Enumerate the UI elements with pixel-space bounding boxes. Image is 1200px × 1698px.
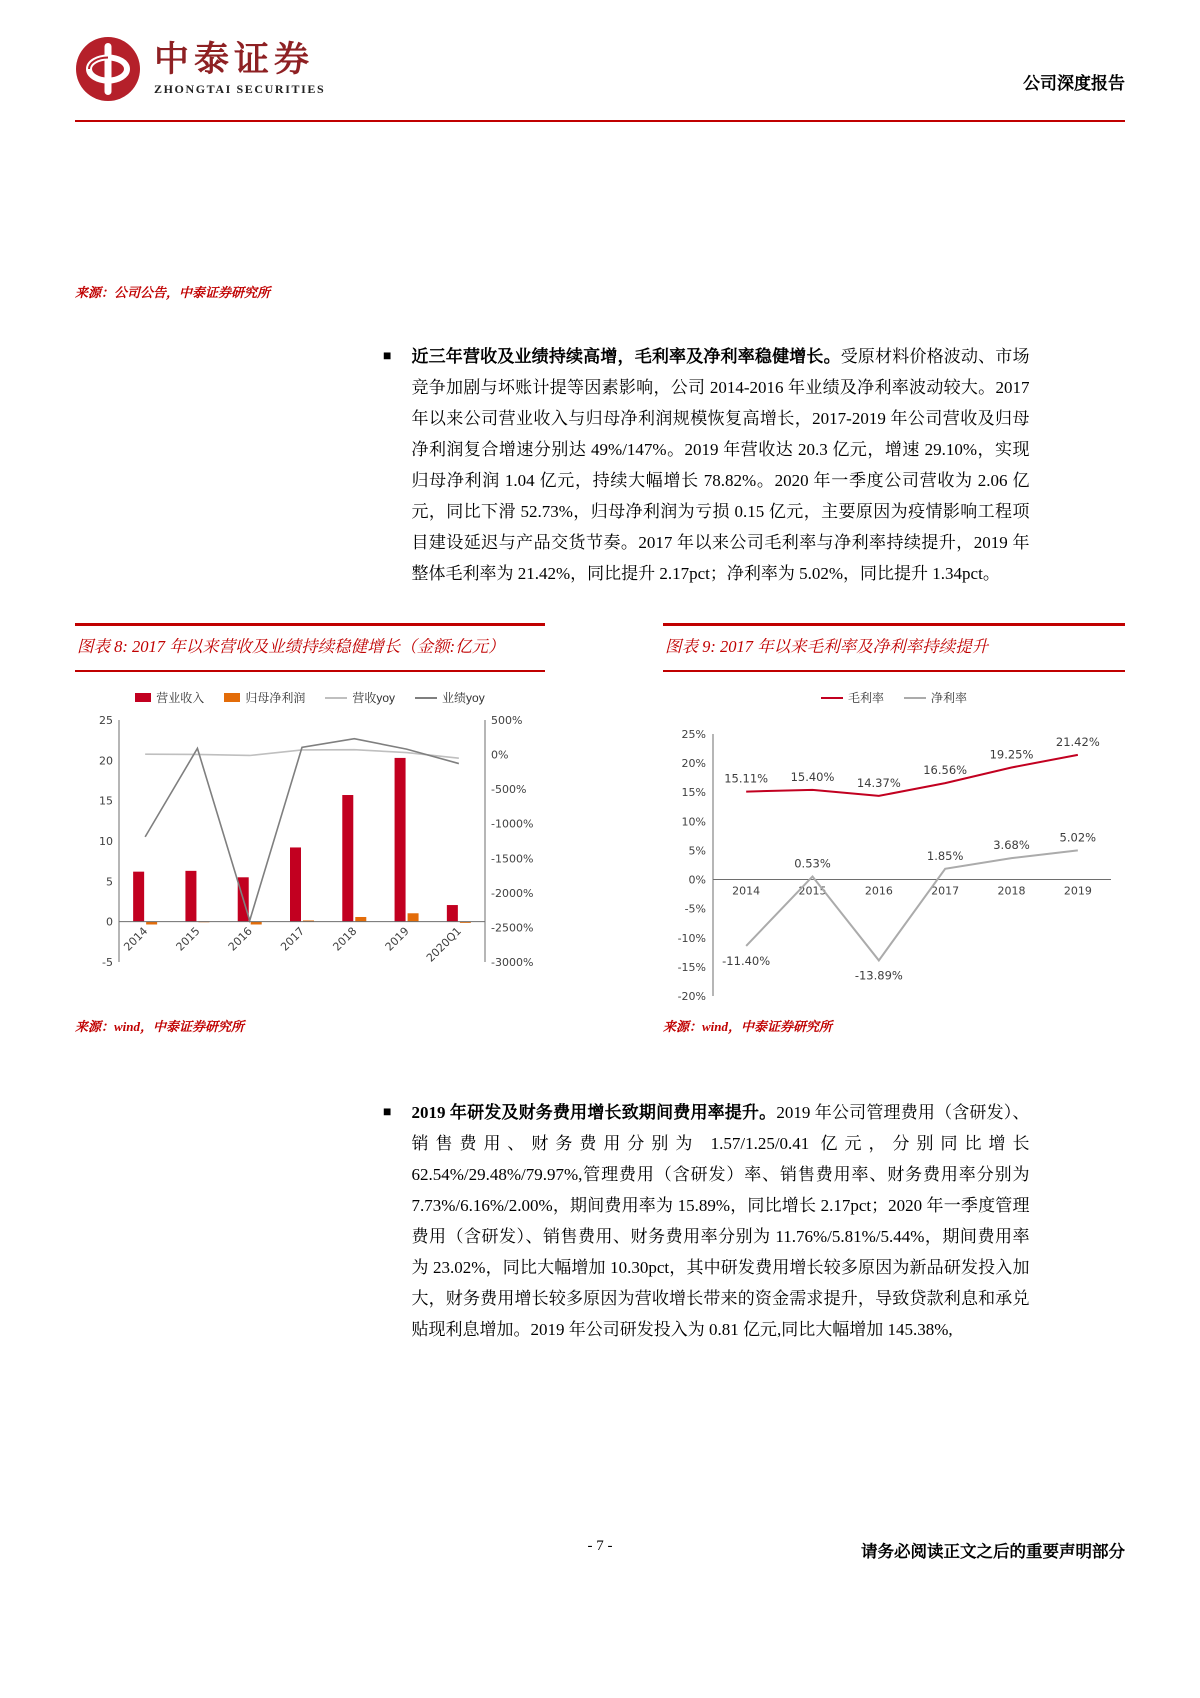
page-header [75, 0, 1125, 102]
figure-9-title: 图表 9: 2017 年以来毛利率及净利率持续提升 [663, 623, 1125, 672]
bullet-square-icon: ■ [383, 349, 392, 364]
svg-text:0.53%: 0.53% [794, 856, 831, 871]
svg-text:16.56%: 16.56% [923, 763, 968, 778]
legend-label: 营业收入 [156, 691, 205, 705]
legend-label: 营收yoy [352, 691, 396, 705]
svg-text:0%: 0% [491, 748, 509, 762]
svg-text:0%: 0% [688, 873, 706, 887]
paragraph-1-text [411, 341, 1029, 589]
svg-text:500%: 500% [491, 714, 523, 727]
svg-text:10%: 10% [681, 815, 706, 829]
legend-swatch-line-icon [821, 697, 843, 699]
figure-8-body [75, 689, 545, 1035]
legend-item [415, 689, 485, 706]
svg-text:20: 20 [99, 754, 113, 768]
paragraph-1 [383, 341, 1125, 589]
source-note-top: 来源：公司公告，中泰证券研究所 [75, 285, 271, 300]
svg-text:2015: 2015 [798, 884, 827, 898]
legend-swatch-bar-icon [224, 693, 240, 702]
brand-text [154, 41, 325, 98]
svg-text:0: 0 [106, 915, 113, 929]
legend-label: 净利率 [931, 691, 968, 705]
svg-text:15.11%: 15.11% [724, 771, 769, 786]
legend-swatch-line-icon [415, 697, 437, 699]
figure-9 [663, 623, 1125, 1035]
svg-text:-2500%: -2500% [491, 921, 534, 935]
svg-text:-10%: -10% [677, 931, 706, 945]
figure-8 [75, 623, 545, 1035]
figure-9-legend [663, 689, 1125, 706]
svg-text:2019: 2019 [1063, 884, 1092, 898]
page-number: - 7 - [587, 1538, 613, 1554]
svg-text:2018: 2018 [330, 924, 360, 954]
legend-item [821, 689, 884, 706]
zhongtai-logo-icon [75, 36, 141, 102]
svg-text:3.68%: 3.68% [993, 838, 1030, 853]
svg-text:2017: 2017 [278, 924, 308, 954]
svg-text:-11.40%: -11.40% [722, 953, 771, 968]
footer-disclaimer: 请务必阅读正文之后的重要声明部分 [861, 1542, 1125, 1561]
svg-text:2016: 2016 [864, 884, 893, 898]
svg-text:19.25%: 19.25% [989, 747, 1034, 762]
svg-text:-1000%: -1000% [491, 817, 534, 831]
paragraph-2-text [411, 1097, 1029, 1345]
svg-text:-15%: -15% [677, 960, 706, 974]
svg-text:-20%: -20% [677, 990, 706, 1003]
figures-row [75, 623, 1125, 1035]
legend-item [224, 689, 305, 706]
svg-text:2014: 2014 [732, 884, 761, 898]
legend-swatch-line-icon [904, 697, 926, 699]
svg-text:-500%: -500% [491, 783, 527, 797]
svg-text:2017: 2017 [931, 884, 960, 898]
svg-text:21.42%: 21.42% [1055, 734, 1100, 749]
paragraph-2 [383, 1097, 1125, 1345]
brand [75, 36, 325, 102]
page-footer [75, 1538, 1125, 1564]
legend-label: 毛利率 [847, 691, 884, 705]
svg-text:2019: 2019 [382, 924, 412, 954]
report-type-label: 公司深度报告 [1023, 74, 1125, 93]
svg-text:10: 10 [99, 835, 113, 848]
svg-text:25: 25 [99, 714, 113, 727]
header-divider [75, 120, 1125, 122]
figure-8-title: 图表 8: 2017 年以来营收及业绩持续稳健增长（金额:亿元） [75, 623, 545, 672]
svg-text:2015: 2015 [173, 924, 203, 954]
legend-label: 业绩yoy [442, 691, 485, 705]
paragraph-1-lead: 近三年营收及业绩持续高增，毛利率及净利率稳健增长。 [411, 347, 841, 366]
svg-text:15: 15 [99, 794, 113, 808]
svg-text:15.40%: 15.40% [790, 769, 835, 784]
figure-8-chart [75, 708, 545, 1008]
legend-label: 归母净利润 [245, 691, 306, 705]
legend-swatch-bar-icon [135, 693, 151, 702]
figure-9-source: 来源：wind，中泰证券研究所 [663, 1019, 833, 1034]
svg-text:-3000%: -3000% [491, 956, 534, 969]
svg-text:14.37%: 14.37% [856, 775, 901, 790]
svg-text:-5%: -5% [684, 902, 706, 916]
figure-8-source: 来源：wind，中泰证券研究所 [75, 1019, 245, 1034]
legend-swatch-line-icon [325, 697, 347, 699]
paragraph-2-lead: 2019 年研发及财务费用增长致期间费用率提升。 [411, 1103, 777, 1122]
svg-text:5: 5 [106, 875, 113, 889]
paragraph-1-body: 受原材料价格波动、市场竞争加剧与坏账计提等因素影响，公司 2014-2016 年业绩及净利率波动较大。2017 年以来公司营业收入与归母净利润规模恢复高增长，2017-2019 年公司营收及归母净利润复合增速分别达 49%/147%。2019 年营收达 20.3 亿元，增速 29.10%，实现归母净利润 1.04 亿元，持续大幅增长 78.82%。2020 年一季度公司营收为 2.06 亿元，同比下滑 52.73%，归母净利润为亏损 0.15 亿元，主要原因为疫情影响工程项目建设延迟与产品交货节奏。2017 年以来公司毛利率与净利率持续提升，2019 年整体毛利率为 21.42%，同比提升 2.17pct；净利率为 5.02%，同比提升 1.34pct。 [411, 347, 1030, 583]
svg-text:2018: 2018 [997, 884, 1026, 898]
svg-text:2014: 2014 [121, 924, 151, 954]
svg-text:25%: 25% [681, 728, 706, 741]
svg-text:-1500%: -1500% [491, 852, 534, 866]
svg-text:2020Q1: 2020Q1 [423, 924, 464, 965]
figure-8-legend [75, 689, 545, 706]
paragraph-2-body: 2019 年公司管理费用（含研发）、销售费用、财务费用分别为 1.57/1.25/0.41 亿元，分别同比增长 62.54%/29.48%/79.97%,管理费用（含研发）率、销售费用率、财务费用率分别为 7.73%/6.16%/2.00%，期间费用率为 15.89%，同比增长 2.17pct；2020 年一季度管理费用（含研发）、销售费用、财务费用率分别为 11.76%/5.81%/5.44%，期间费用率为 23.02%，同比大幅增加 10.30pct，其中研发费用增长较多原因为新品研发投入加大，财务费用增长较多原因为营收增长带来的资金需求提升，导致贷款利息和承兑贴现利息增加。2019 年公司研发投入为 0.81 亿元,同比大幅增加 145.38%, [411, 1103, 1030, 1339]
bullet-square-icon: ■ [383, 1105, 392, 1120]
svg-text:15%: 15% [681, 786, 706, 800]
legend-item [325, 689, 395, 706]
svg-text:-13.89%: -13.89% [854, 968, 903, 983]
svg-text:1.85%: 1.85% [926, 848, 964, 863]
legend-item [135, 689, 204, 706]
svg-text:5%: 5% [688, 844, 706, 858]
svg-text:-2000%: -2000% [491, 886, 534, 900]
brand-name-cn: 中泰证券 [154, 39, 315, 79]
svg-text:2016: 2016 [225, 924, 255, 954]
svg-text:-5: -5 [102, 956, 113, 969]
brand-name-en: ZHONGTAI SECURITIES [154, 82, 326, 97]
figure-9-chart [663, 708, 1125, 1008]
figure-9-body [663, 689, 1125, 1035]
legend-item [904, 689, 967, 706]
svg-text:5.02%: 5.02% [1059, 830, 1097, 845]
svg-text:20%: 20% [681, 757, 706, 771]
